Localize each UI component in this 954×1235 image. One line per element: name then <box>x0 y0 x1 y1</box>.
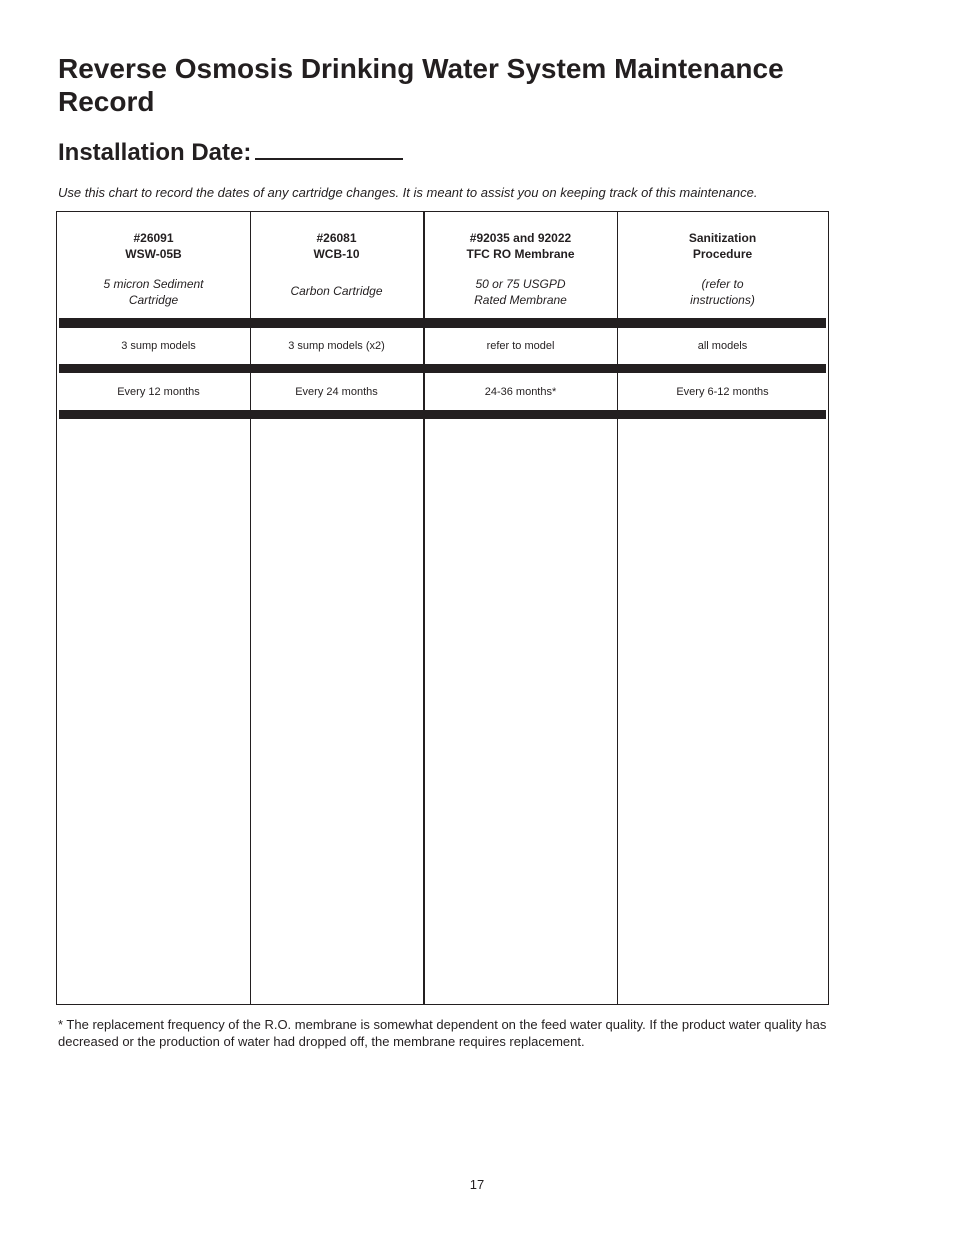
chart-band-2 <box>59 364 826 373</box>
installation-date-blank <box>255 134 403 160</box>
frequency-cell: Every 12 months <box>117 386 200 398</box>
record-entry-column[interactable] <box>57 419 250 1004</box>
column-header-membrane: #92035 and 92022 TFC RO Membrane 50 or 75 USGPD Rated Membrane <box>466 231 575 307</box>
maintenance-chart <box>56 211 829 1005</box>
column-header-carbon: #26081 WCB-10 Carbon Cartridge <box>290 231 383 298</box>
record-entry-column[interactable] <box>618 419 828 1004</box>
record-entry-column[interactable] <box>251 419 423 1004</box>
frequency-cell: Every 24 months <box>295 386 378 398</box>
frequency-cell: Every 6-12 months <box>676 386 769 398</box>
column-header-sediment: #26091 WSW-05B 5 micron Sediment Cartridge <box>103 231 204 307</box>
installation-date-label: Installation Date: <box>58 139 252 166</box>
frequency-cell: 24-36 months* <box>484 386 557 398</box>
column-header-sanitization: Sanitization Procedure (refer to instructions) <box>688 231 757 307</box>
intro-text: Use this chart to record the dates of any cartridge changes. It is meant to assist you on keeping track of this maintenance. <box>58 185 758 200</box>
models-cell: refer to model <box>486 340 555 352</box>
page-title: Reverse Osmosis Drinking Water System Maintenance Record <box>58 53 784 117</box>
record-entry-column[interactable] <box>425 419 617 1004</box>
chart-band-1 <box>59 318 826 328</box>
models-cell: all models <box>697 340 748 352</box>
installation-date <box>58 134 403 168</box>
models-cell: 3 sump models (x2) <box>288 340 385 352</box>
chart-band-3 <box>59 410 826 419</box>
models-cell: 3 sump models <box>121 340 196 352</box>
page-number: 17 <box>469 1177 485 1192</box>
footnote: * The replacement frequency of the R.O. membrane is somewhat dependent on the feed water quality. If the product water quality has decreased or the production of water had dropped off, the membrane requires replacement. <box>58 1017 827 1049</box>
